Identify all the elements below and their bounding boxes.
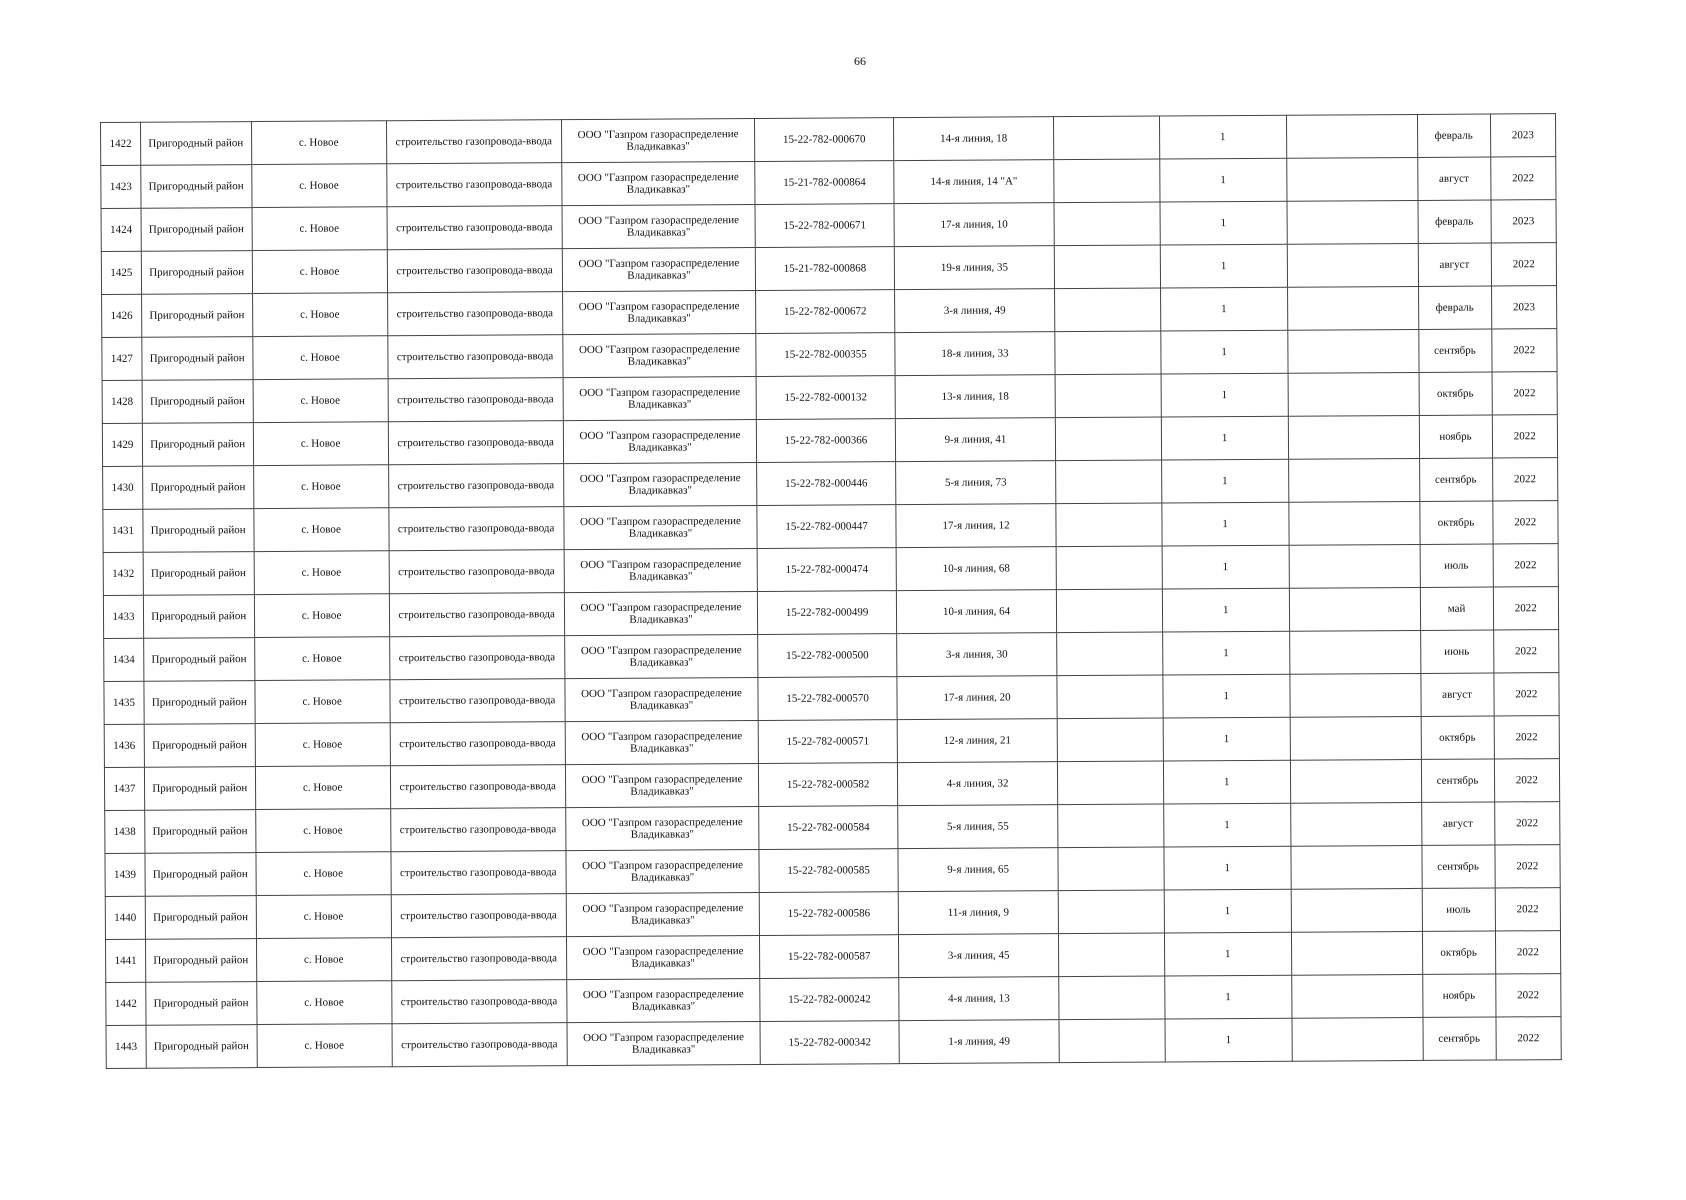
- blank-cell: [1057, 632, 1162, 676]
- object-code-cell: 15-22-782-000586: [760, 892, 899, 936]
- district-cell: Пригородный район: [141, 251, 252, 295]
- address-cell: 9-я линия, 65: [898, 848, 1059, 892]
- settlement-cell: с. Новое: [255, 766, 390, 810]
- row-number: 1443: [106, 1025, 146, 1068]
- row-number: 1422: [101, 122, 141, 165]
- year-cell: 2022: [1495, 888, 1561, 931]
- object-code-cell: 15-22-782-000132: [756, 376, 895, 420]
- row-number: 1442: [106, 982, 146, 1025]
- work-type-cell: строительство газопровода-ввода: [388, 464, 563, 508]
- row-number: 1427: [102, 337, 142, 380]
- blank-cell: [1289, 630, 1420, 674]
- object-code-cell: 15-22-782-000499: [758, 591, 897, 635]
- row-number: 1441: [105, 939, 145, 982]
- organization-cell: ООО "Газпром газораспределение Владикавказ": [562, 333, 756, 377]
- count-cell: 1: [1163, 717, 1291, 761]
- settlement-cell: с. Новое: [253, 379, 388, 423]
- object-code-cell: 15-22-782-000585: [759, 849, 898, 893]
- organization-cell: ООО "Газпром газораспределение Владикавказ": [566, 978, 760, 1022]
- object-code-cell: 15-22-782-000500: [758, 634, 897, 678]
- count-cell: 1: [1161, 459, 1289, 503]
- month-cell: октябрь: [1419, 372, 1492, 415]
- blank-cell: [1055, 245, 1160, 289]
- district-cell: Пригородный район: [142, 337, 253, 381]
- blank-cell: [1287, 157, 1418, 201]
- blank-cell: [1054, 116, 1159, 160]
- year-cell: 2022: [1493, 587, 1559, 630]
- blank-cell: [1292, 1017, 1423, 1061]
- object-code-cell: 15-22-782-000570: [758, 677, 897, 721]
- district-cell: Пригородный район: [143, 552, 254, 596]
- work-type-cell: строительство газопровода-ввода: [387, 292, 562, 336]
- address-cell: 17-я линия, 10: [894, 203, 1055, 247]
- district-cell: Пригородный район: [144, 681, 255, 725]
- organization-cell: ООО "Газпром газораспределение Владикавказ": [563, 419, 757, 463]
- blank-cell: [1056, 417, 1161, 461]
- table-row: [106, 1017, 1561, 1069]
- blank-cell: [1289, 587, 1420, 631]
- month-cell: июль: [1422, 888, 1495, 931]
- count-cell: 1: [1161, 373, 1289, 417]
- row-number: 1434: [104, 638, 144, 681]
- object-code-cell: 15-22-782-000355: [756, 333, 895, 377]
- address-cell: 18-я линия, 33: [895, 332, 1056, 376]
- work-type-cell: строительство газопровода-ввода: [387, 335, 562, 379]
- settlement-cell: с. Новое: [254, 680, 389, 724]
- year-cell: 2022: [1492, 501, 1558, 544]
- count-cell: 1: [1160, 244, 1288, 288]
- count-cell: 1: [1165, 1018, 1293, 1062]
- work-type-cell: строительство газопровода-ввода: [388, 421, 563, 465]
- month-cell: август: [1421, 802, 1494, 845]
- district-cell: Пригородный район: [145, 939, 256, 983]
- blank-cell: [1056, 503, 1161, 547]
- register-body: [101, 114, 1562, 1069]
- row-number: 1425: [101, 251, 141, 294]
- organization-cell: ООО "Газпром газораспределение Владикавказ": [565, 677, 759, 721]
- blank-cell: [1287, 286, 1418, 330]
- work-type-cell: строительство газопровода-ввода: [391, 980, 566, 1024]
- blank-cell: [1290, 673, 1421, 717]
- year-cell: 2022: [1494, 759, 1560, 802]
- settlement-cell: с. Новое: [254, 637, 389, 681]
- row-number: 1423: [101, 165, 141, 208]
- organization-cell: ООО "Газпром газораспределение Владикавказ": [564, 548, 758, 592]
- row-number: 1430: [103, 466, 143, 509]
- district-cell: Пригородный район: [142, 423, 253, 467]
- gasification-register-table: [100, 113, 1562, 1069]
- settlement-cell: с. Новое: [256, 895, 391, 939]
- district-cell: Пригородный район: [143, 509, 254, 553]
- month-cell: май: [1420, 587, 1493, 630]
- blank-cell: [1292, 974, 1423, 1018]
- object-code-cell: 15-22-782-000474: [757, 548, 896, 592]
- address-cell: 11-я линия, 9: [898, 891, 1059, 935]
- address-cell: 9-я линия, 41: [895, 418, 1056, 462]
- object-code-cell: 15-22-782-000446: [757, 462, 896, 506]
- work-type-cell: строительство газопровода-ввода: [388, 378, 563, 422]
- work-type-cell: строительство газопровода-ввода: [389, 507, 564, 551]
- blank-cell: [1291, 931, 1422, 975]
- work-type-cell: строительство газопровода-ввода: [392, 1023, 567, 1067]
- blank-cell: [1059, 1019, 1164, 1063]
- row-number: 1439: [105, 853, 145, 896]
- row-number: 1432: [103, 552, 143, 595]
- object-code-cell: 15-22-782-000671: [755, 204, 894, 248]
- organization-cell: ООО "Газпром газораспределение Владикавказ": [566, 935, 760, 979]
- month-cell: сентябрь: [1422, 1017, 1495, 1060]
- organization-cell: ООО "Газпром газораспределение Владикавказ": [567, 1021, 761, 1065]
- settlement-cell: с. Новое: [256, 981, 391, 1025]
- year-cell: 2022: [1491, 243, 1557, 286]
- blank-cell: [1291, 802, 1422, 846]
- organization-cell: ООО "Газпром газораспределение Владикавказ": [565, 763, 759, 807]
- work-type-cell: строительство газопровода-ввода: [389, 636, 564, 680]
- address-cell: 10-я линия, 64: [896, 590, 1057, 634]
- district-cell: Пригородный район: [140, 122, 251, 166]
- count-cell: 1: [1162, 545, 1290, 589]
- district-cell: Пригородный район: [146, 982, 257, 1026]
- blank-cell: [1289, 544, 1420, 588]
- work-type-cell: строительство газопровода-ввода: [389, 550, 564, 594]
- year-cell: 2022: [1495, 845, 1561, 888]
- object-code-cell: 15-22-782-000670: [755, 118, 894, 162]
- district-cell: Пригородный район: [145, 853, 256, 897]
- work-type-cell: строительство газопровода-ввода: [390, 808, 565, 852]
- month-cell: сентябрь: [1421, 845, 1494, 888]
- settlement-cell: с. Новое: [252, 336, 387, 380]
- month-cell: октябрь: [1421, 716, 1494, 759]
- count-cell: 1: [1164, 975, 1292, 1019]
- address-cell: 19-я линия, 35: [894, 246, 1055, 290]
- district-cell: Пригородный район: [142, 466, 253, 510]
- object-code-cell: 15-22-782-000672: [756, 290, 895, 334]
- organization-cell: ООО "Газпром газораспределение Владикавказ": [565, 806, 759, 850]
- blank-cell: [1289, 501, 1420, 545]
- settlement-cell: с. Новое: [255, 809, 390, 853]
- blank-cell: [1057, 718, 1162, 762]
- count-cell: 1: [1164, 932, 1292, 976]
- object-code-cell: 15-22-782-000366: [757, 419, 896, 463]
- object-code-cell: 15-22-782-000584: [759, 806, 898, 850]
- row-number: 1431: [103, 509, 143, 552]
- row-number: 1437: [104, 767, 144, 810]
- address-cell: 3-я линия, 30: [896, 633, 1057, 677]
- blank-cell: [1059, 976, 1164, 1020]
- year-cell: 2023: [1491, 286, 1557, 329]
- blank-cell: [1055, 331, 1160, 375]
- count-cell: 1: [1160, 201, 1288, 245]
- settlement-cell: с. Новое: [255, 723, 390, 767]
- month-cell: сентябрь: [1421, 759, 1494, 802]
- month-cell: июль: [1420, 544, 1493, 587]
- district-cell: Пригородный район: [141, 165, 252, 209]
- year-cell: 2022: [1492, 415, 1558, 458]
- work-type-cell: строительство газопровода-ввода: [390, 679, 565, 723]
- blank-cell: [1291, 888, 1422, 932]
- register-sheet: [100, 113, 1562, 1069]
- row-number: 1426: [102, 294, 142, 337]
- settlement-cell: с. Новое: [251, 121, 386, 165]
- organization-cell: ООО "Газпром газораспределение Владикавказ": [561, 118, 755, 162]
- blank-cell: [1055, 288, 1160, 332]
- month-cell: август: [1418, 243, 1491, 286]
- year-cell: 2022: [1492, 372, 1558, 415]
- district-cell: Пригородный район: [141, 208, 252, 252]
- blank-cell: [1288, 329, 1419, 373]
- count-cell: 1: [1163, 846, 1291, 890]
- row-number: 1440: [105, 896, 145, 939]
- year-cell: 2022: [1491, 329, 1557, 372]
- month-cell: февраль: [1418, 200, 1491, 243]
- year-cell: 2023: [1491, 200, 1557, 243]
- object-code-cell: 15-22-782-000447: [757, 505, 896, 549]
- count-cell: 1: [1164, 889, 1292, 933]
- count-cell: 1: [1162, 588, 1290, 632]
- year-cell: 2022: [1495, 974, 1561, 1017]
- month-cell: август: [1420, 673, 1493, 716]
- settlement-cell: с. Новое: [252, 293, 387, 337]
- year-cell: 2022: [1492, 458, 1558, 501]
- count-cell: 1: [1160, 287, 1288, 331]
- year-cell: 2022: [1493, 673, 1559, 716]
- organization-cell: ООО "Газпром газораспределение Владикавказ": [563, 462, 757, 506]
- address-cell: 14-я линия, 18: [893, 117, 1054, 161]
- work-type-cell: строительство газопровода-ввода: [390, 765, 565, 809]
- object-code-cell: 15-21-782-000868: [756, 247, 895, 291]
- district-cell: Пригородный район: [145, 810, 256, 854]
- settlement-cell: с. Новое: [252, 250, 387, 294]
- address-cell: 12-я линия, 21: [897, 719, 1058, 763]
- organization-cell: ООО "Газпром газораспределение Владикавказ": [564, 591, 758, 635]
- blank-cell: [1287, 200, 1418, 244]
- blank-cell: [1057, 589, 1162, 633]
- work-type-cell: строительство газопровода-ввода: [386, 120, 561, 164]
- blank-cell: [1058, 761, 1163, 805]
- work-type-cell: строительство газопровода-ввода: [389, 593, 564, 637]
- district-cell: Пригородный район: [144, 724, 255, 768]
- blank-cell: [1290, 759, 1421, 803]
- blank-cell: [1056, 546, 1161, 590]
- month-cell: сентябрь: [1418, 329, 1491, 372]
- work-type-cell: строительство газопровода-ввода: [391, 894, 566, 938]
- month-cell: ноябрь: [1422, 974, 1495, 1017]
- settlement-cell: с. Новое: [253, 508, 388, 552]
- page-number: 66: [854, 54, 866, 68]
- blank-cell: [1054, 202, 1159, 246]
- organization-cell: ООО "Газпром газораспределение Владикавказ": [566, 849, 760, 893]
- blank-cell: [1288, 458, 1419, 502]
- settlement-cell: с. Новое: [254, 551, 389, 595]
- month-cell: июнь: [1420, 630, 1493, 673]
- count-cell: 1: [1161, 502, 1289, 546]
- row-number: 1438: [105, 810, 145, 853]
- month-cell: октябрь: [1419, 501, 1492, 544]
- month-cell: февраль: [1417, 114, 1490, 157]
- count-cell: 1: [1160, 330, 1288, 374]
- row-number: 1433: [103, 595, 143, 638]
- work-type-cell: строительство газопровода-ввода: [386, 163, 561, 207]
- district-cell: Пригородный район: [146, 1025, 257, 1069]
- work-type-cell: строительство газопровода-ввода: [387, 206, 562, 250]
- address-cell: 3-я линия, 45: [898, 934, 1059, 978]
- object-code-cell: 15-22-782-000571: [759, 720, 898, 764]
- work-type-cell: строительство газопровода-ввода: [390, 722, 565, 766]
- settlement-cell: с. Новое: [253, 422, 388, 466]
- year-cell: 2022: [1493, 630, 1559, 673]
- district-cell: Пригородный район: [145, 896, 256, 940]
- count-cell: 1: [1159, 158, 1287, 202]
- year-cell: 2022: [1494, 716, 1560, 759]
- blank-cell: [1287, 243, 1418, 287]
- row-number: 1429: [102, 423, 142, 466]
- year-cell: 2022: [1493, 544, 1559, 587]
- address-cell: 4-я линия, 13: [899, 977, 1060, 1021]
- address-cell: 13-я линия, 18: [895, 375, 1056, 419]
- district-cell: Пригородный район: [143, 595, 254, 639]
- blank-cell: [1291, 845, 1422, 889]
- year-cell: 2023: [1490, 114, 1556, 157]
- organization-cell: ООО "Газпром газораспределение Владикавказ": [564, 634, 758, 678]
- work-type-cell: строительство газопровода-ввода: [391, 937, 566, 981]
- address-cell: 14-я линия, 14 "А": [894, 160, 1055, 204]
- address-cell: 17-я линия, 12: [896, 504, 1057, 548]
- settlement-cell: с. Новое: [251, 164, 386, 208]
- address-cell: 5-я линия, 73: [895, 461, 1056, 505]
- blank-cell: [1059, 890, 1164, 934]
- blank-cell: [1059, 933, 1164, 977]
- year-cell: 2022: [1494, 802, 1560, 845]
- count-cell: 1: [1159, 115, 1287, 159]
- organization-cell: ООО "Газпром газораспределение Владикавказ": [561, 161, 755, 205]
- work-type-cell: строительство газопровода-ввода: [391, 851, 566, 895]
- settlement-cell: с. Новое: [252, 207, 387, 251]
- work-type-cell: строительство газопровода-ввода: [387, 249, 562, 293]
- blank-cell: [1288, 415, 1419, 459]
- year-cell: 2022: [1496, 1017, 1562, 1060]
- settlement-cell: с. Новое: [257, 1024, 392, 1068]
- month-cell: октябрь: [1422, 931, 1495, 974]
- organization-cell: ООО "Газпром газораспределение Владикавказ": [562, 204, 756, 248]
- organization-cell: ООО "Газпром газораспределение Владикавказ": [563, 505, 757, 549]
- blank-cell: [1057, 675, 1162, 719]
- organization-cell: ООО "Газпром газораспределение Владикавказ": [565, 720, 759, 764]
- district-cell: Пригородный район: [142, 380, 253, 424]
- address-cell: 1-я линия, 49: [899, 1020, 1060, 1064]
- district-cell: Пригородный район: [141, 294, 252, 338]
- organization-cell: ООО "Газпром газораспределение Владикавказ": [562, 247, 756, 291]
- settlement-cell: с. Новое: [256, 852, 391, 896]
- count-cell: 1: [1163, 760, 1291, 804]
- address-cell: 17-я линия, 20: [897, 676, 1058, 720]
- settlement-cell: с. Новое: [256, 938, 391, 982]
- settlement-cell: с. Новое: [253, 465, 388, 509]
- count-cell: 1: [1162, 674, 1290, 718]
- object-code-cell: 15-22-782-000342: [760, 1021, 899, 1065]
- address-cell: 5-я линия, 55: [897, 805, 1058, 849]
- object-code-cell: 15-22-782-000242: [760, 978, 899, 1022]
- blank-cell: [1058, 804, 1163, 848]
- address-cell: 4-я линия, 32: [897, 762, 1058, 806]
- district-cell: Пригородный район: [144, 767, 255, 811]
- blank-cell: [1058, 847, 1163, 891]
- row-number: 1436: [104, 724, 144, 767]
- blank-cell: [1290, 716, 1421, 760]
- count-cell: 1: [1161, 416, 1289, 460]
- year-cell: 2022: [1490, 157, 1556, 200]
- blank-cell: [1286, 114, 1417, 158]
- object-code-cell: 15-22-782-000582: [759, 763, 898, 807]
- address-cell: 10-я линия, 68: [896, 547, 1057, 591]
- row-number: 1435: [104, 681, 144, 724]
- blank-cell: [1054, 159, 1159, 203]
- organization-cell: ООО "Газпром газораспределение Владикавказ": [566, 892, 760, 936]
- count-cell: 1: [1163, 803, 1291, 847]
- row-number: 1424: [101, 208, 141, 251]
- district-cell: Пригородный район: [144, 638, 255, 682]
- month-cell: сентябрь: [1419, 458, 1492, 501]
- blank-cell: [1056, 460, 1161, 504]
- row-number: 1428: [102, 380, 142, 423]
- month-cell: февраль: [1418, 286, 1491, 329]
- year-cell: 2022: [1495, 931, 1561, 974]
- organization-cell: ООО "Газпром газораспределение Владикавказ": [562, 290, 756, 334]
- address-cell: 3-я линия, 49: [894, 289, 1055, 333]
- object-code-cell: 15-21-782-000864: [755, 161, 894, 205]
- blank-cell: [1288, 372, 1419, 416]
- month-cell: ноябрь: [1419, 415, 1492, 458]
- organization-cell: ООО "Газпром газораспределение Владикавказ": [563, 376, 757, 420]
- object-code-cell: 15-22-782-000587: [760, 935, 899, 979]
- month-cell: август: [1417, 157, 1490, 200]
- count-cell: 1: [1162, 631, 1290, 675]
- settlement-cell: с. Новое: [254, 594, 389, 638]
- blank-cell: [1055, 374, 1160, 418]
